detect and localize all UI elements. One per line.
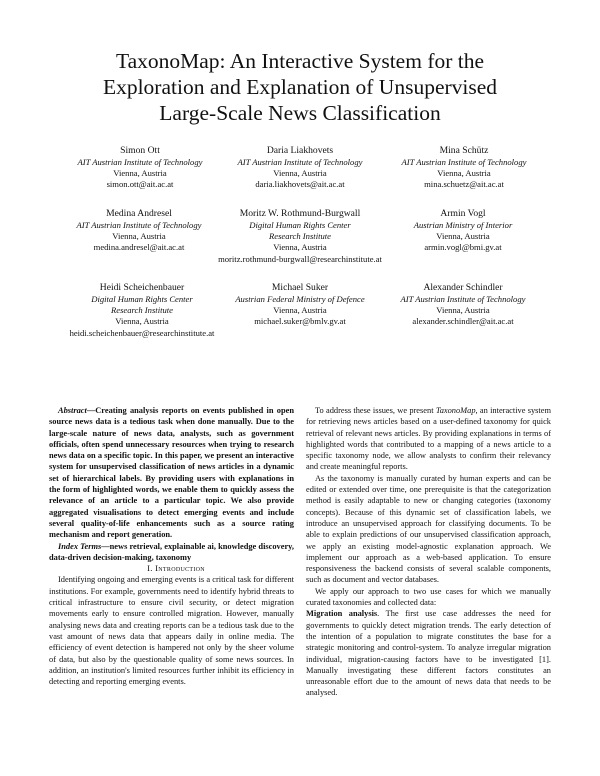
- author-name: Armin Vogl: [440, 208, 486, 219]
- title-line-2: Exploration and Explanation of Unsupervised: [102, 75, 498, 99]
- intro-paragraph-3: As the taxonomy is manually curated by human experts and can be edited or extended over time, one prerequisite is that the categorization method is easily adaptable to new or changing categories (taxonomy concepts). Because of this dynamic set of classification labels, we introduce an unsupervised approach for classifying documents. To be able to explain predictions of our unsupervised classification approach, we apply an existing model-agnostic explanation approach. We implement our approach as a web-based application. To ensure responsiveness the backend consists of several scalable components, such as document and vector databases.: [306, 473, 551, 585]
- author-affiliation: Austrian Ministry of Interior: [413, 220, 513, 230]
- intro-paragraph: Identifying ongoing and emerging events is a critical task for different institutions. For example, governments need to identify hybrid threats to critical infrastructure to ensure civil security, or detect migration movements early to ensure controlled migration. However, manually analysing news data and creating reports can be a tedious task due to the vast amount of news data that appears daily in online media. The efficiency of event detection is hampered not only by the sheer volume of data, but also by the questionable quality of some news sources. In addition, an institution's limited resources further inhibit its efficiency in detecting and reporting emerging events.: [49, 575, 294, 687]
- author-email: daria.liakhovets@ait.ac.at: [255, 179, 345, 190]
- abstract-text: —Creating analysis reports on events published in open source news data is a tedious task when done manually. Due to the large-scale nature of news data, analysts, such as government officials, often spend unnecessary resources when trying to research news data on a specific topic. In this paper, we present an interactive system for unsupervised classification of news articles in a dynamic set of hierarchical labels. By providing users with explanations in the form of highlighted words, we enable them to quickly assess the relevance of an article to a particular topic. We also provide aggregated visualisations to detect emerging events and include several quality-of-life enhancements such as a source rating mechanism and report generation.: [49, 406, 294, 540]
- title-line-1: TaxonoMap: An Interactive System for the: [115, 49, 485, 73]
- author-city: Vienna, Austria: [273, 305, 327, 316]
- intro-paragraph-4: We apply our approach to two use cases for which we manually curated taxonomies and collected data:: [306, 586, 551, 608]
- author-city: Vienna, Austria: [436, 231, 490, 242]
- use-case-label: Migration analysis: [306, 609, 378, 619]
- author-affiliation: Austrian Federal Ministry of Defence: [235, 294, 365, 304]
- right-column: [306, 405, 551, 699]
- author-city: Vienna, Austria: [273, 168, 327, 179]
- author-affiliation: AIT Austrian Institute of Technology: [77, 157, 203, 167]
- index-terms-text: —news retrieval, explainable ai, knowledge discovery, data-driven decision-making, taxonomy: [49, 541, 294, 562]
- intro-paragraph-2: [306, 405, 551, 473]
- author-affiliation-line-2: Research Institute: [269, 231, 331, 242]
- author-affiliation: Digital Human Rights Center: [249, 220, 351, 230]
- p-text-before: To address these issues, we present: [315, 406, 436, 415]
- author-email: medina.andresel@ait.ac.at: [93, 242, 185, 253]
- p-text-after: , an interactive system for retrieving news articles based on a user-defined taxonomy for quick retrieval of relevant news articles. By providing explanations in terms of highlighted words that contributed to a mapping of a news article to a specific taxonomy node, we allow analysts to confirm their relevancy and create meaningful reports.: [306, 406, 551, 472]
- author-affiliation: AIT Austrian Institute of Technology: [400, 294, 526, 304]
- abstract-label: Abstract: [58, 406, 87, 415]
- index-terms-label: Index Terms: [58, 541, 102, 551]
- left-column: [49, 405, 294, 687]
- author-email: heidi.scheichenbauer@researchinstitute.at: [69, 327, 215, 338]
- author-email: alexander.schindler@ait.ac.at: [412, 316, 514, 327]
- author-affiliation: AIT Austrian Institute of Technology: [401, 157, 527, 167]
- author-block-6: [358, 208, 568, 254]
- author-email: mina.schuetz@ait.ac.at: [424, 179, 504, 190]
- author-name: Moritz W. Rothmund-Burgwall: [239, 208, 361, 219]
- author-city: Vienna, Austria: [436, 305, 490, 316]
- author-email: armin.vogl@bmi.gv.at: [424, 242, 502, 253]
- author-affiliation: Digital Human Rights Center: [91, 294, 193, 304]
- section-title: Introduction: [155, 563, 205, 574]
- author-name: Medina Andresel: [106, 208, 172, 219]
- author-block-3: [359, 145, 569, 191]
- author-name: Michael Suker: [271, 282, 329, 293]
- author-name: Heidi Scheichenbauer: [99, 282, 185, 293]
- author-affiliation: AIT Austrian Institute of Technology: [237, 157, 363, 167]
- use-case-migration: [306, 608, 551, 698]
- author-city: Vienna, Austria: [273, 242, 327, 253]
- author-email: michael.suker@bmlv.gv.at: [254, 316, 346, 327]
- author-city: Vienna, Austria: [115, 316, 169, 327]
- author-email: simon.ott@ait.ac.at: [106, 179, 174, 190]
- use-case-text: . The first use case addresses the need for governments to quickly detect migration trends. The early detection of the intention of a population to migrate constitutes the base for a strategic monitoring and control-system. To analyze irregular migration individual, migration-causing factors have to be investigated [1]. Manually investigating these different factors constitutes an unreasonable effort due to the amount of news data that needs to be analysed.: [306, 609, 551, 698]
- author-affiliation-line-2: Research Institute: [111, 305, 173, 316]
- system-name: TaxonoMap: [435, 406, 476, 415]
- paper-title: [40, 48, 560, 126]
- author-city: Vienna, Austria: [437, 168, 491, 179]
- author-city: Vienna, Austria: [113, 168, 167, 179]
- author-email: moritz.rothmund-burgwall@researchinstitute.at: [218, 253, 382, 264]
- author-name: Alexander Schindler: [423, 282, 503, 293]
- author-affiliation: AIT Austrian Institute of Technology: [76, 220, 202, 230]
- section-number: I.: [147, 563, 153, 574]
- author-name: Simon Ott: [120, 145, 160, 156]
- title-line-3: Large-Scale News Classification: [159, 101, 441, 125]
- index-terms: [49, 541, 294, 564]
- author-city: Vienna, Austria: [112, 231, 166, 242]
- author-name: Mina Schütz: [439, 145, 489, 156]
- author-block-9: [358, 282, 568, 328]
- section-heading-introduction: [49, 563, 294, 574]
- author-name: Daria Liakhovets: [266, 145, 334, 156]
- abstract: [49, 405, 294, 541]
